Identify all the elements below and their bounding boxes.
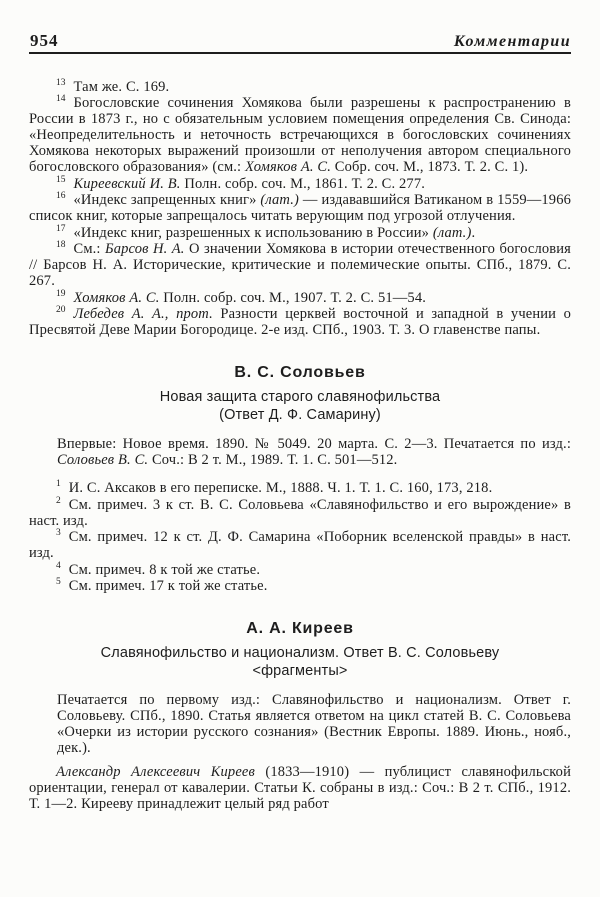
italic-text-run: (лат.) [432,224,472,241]
footnote-paragraph [29,529,571,561]
footnote-number: 17 [56,223,66,234]
footnote-paragraph [29,241,571,289]
section-heading-kireev [29,620,571,680]
italic-text-run: Киреевский И. В. [73,175,181,192]
text-run: «Индекс запрещенных книг» [73,192,261,208]
text-run: Полн. собр. соч. М., 1861. Т. 2. С. 277. [180,175,425,192]
section-author: А. А. Киреев [246,620,354,637]
footnote-paragraph [29,578,571,594]
footnote-number: 14 [56,94,66,105]
kireev-bio [29,764,571,812]
footnote-paragraph [29,176,571,192]
footnote-number: 5 [56,577,61,588]
footnote-number: 2 [56,495,61,506]
italic-text-run: Хомяков А. С. [73,289,160,306]
text-run: См. примеч. 3 к ст. В. С. Соловьева «Славянофильство и его вырождение» в наст. изд. [29,496,571,529]
italic-text-run: Соловьев В. С. [57,452,149,468]
footnote-number: 15 [56,174,66,185]
section-subtitle: (Ответ Д. Ф. Самарину) [219,407,381,423]
text-run: — издававшийся Ватиканом в 1559—1966 список книг, которые запрещалось читать верующим под угрозой отлучения. [29,192,571,224]
commentary-footnotes [29,79,571,339]
page-number: 954 [29,31,64,54]
italic-text-run: Александр Алексеевич Киреев [56,764,255,780]
text-run: См. примеч. 12 к ст. Д. Ф. Самарина «Поборник вселенской правды» в наст. изд. [29,529,571,561]
text-run: Собр. соч. М., 1873. Т. 2. С. 1). [331,159,529,175]
text-run: См. примеч. 17 к той же статье. [68,578,268,594]
solovyov-notes [29,480,571,594]
italic-text-run: Барсов Н. А. [105,241,185,257]
footnote-number: 16 [56,191,66,202]
italic-text-run: Лебедев А. А., прот. [73,306,213,322]
text-run: Впервые: Новое время. 1890. № 5049. 20 марта. С. 2—3. Печатается по изд.: [57,436,571,452]
footnote-paragraph [29,306,571,338]
footnote-paragraph [29,290,571,306]
text-run: О значении Хомякова в истории отечественного богословия // Барсов Н. А. Исторические, критические и полемические опыты. СПб., 1879. С. 267. [29,241,571,289]
section-title: Славянофильство и национализм. Ответ В. С. Соловьеву [100,645,500,661]
section-author: В. С. Соловьев [234,364,366,381]
running-title: Комментарии [453,33,571,50]
header-rule [29,52,571,54]
footnote-number: 13 [56,77,66,88]
page-header [29,31,571,54]
footnote-paragraph [29,497,571,529]
footnote-paragraph [29,562,571,578]
text-run: См.: [73,241,106,257]
footnote-number: 20 [56,305,66,316]
footnote-paragraph [29,95,571,175]
text-run: Печатается по первому изд.: Славянофильство и национализм. Ответ г. Соловьеву. СПб., 1890. Статья является ответом на цикл статей В. С. Соловьева «Очерки из истории русского сознания» (Вестник Европы. 1889. Июнь., нояб., дек.). [57,692,571,756]
source-note-kireev [57,692,571,756]
footnote-number: 1 [56,479,61,490]
text-run: Разности церквей восточной и западной в учении о Пресвятой Деве Марии Богородице. 2-е изд. СПб., 1903. Т. 3. О главенстве папы. [29,306,571,338]
footnote-paragraph [29,192,571,224]
source-note-solovyov [57,436,571,468]
footnote-number: 18 [56,240,66,251]
section-title: Новая защита старого славянофильства [159,389,441,405]
footnote-number: 3 [56,528,61,539]
text-run: (1833—1910) — публицист славянофильской ориентации, генерал от кавалерии. Статьи К. собраны в изд.: Соч.: В 2 т. СПб., 1912. Т. 1—2. Кирееву принадлежит целый ряд работ [29,764,571,812]
section-subtitle: <фрагменты> [252,663,348,679]
footnote-number: 19 [56,288,66,299]
text-run: Там же. С. 169. [73,78,170,95]
text-run: . [471,224,476,241]
text-run: См. примеч. 8 к той же статье. [68,561,261,578]
italic-text-run: (лат.) [260,192,299,208]
footnote-paragraph [29,480,571,496]
footnote-number: 4 [56,560,61,571]
text-run: Соч.: В 2 т. М., 1989. Т. 1. С. 501—512. [148,452,398,468]
italic-text-run: Хомяков А. С. [245,159,332,175]
footnote-paragraph [29,79,571,95]
text-run: Богословские сочинения Хомякова были разрешены к распространению в России в 1873 г., но с обязательным условием помещения определения Св. Синода: «Неопределительность и неточность встречающихся в богословских сочинениях Хомякова некоторых выражений произошли от неполучения автором специального богословского образования» (см.: [29,95,571,175]
text-run: «Индекс книг, разрешенных к использованию в России» [73,224,433,241]
section-heading-solovyov [29,364,571,424]
text-run: Полн. собр. соч. М., 1907. Т. 2. С. 51—54. [159,289,427,306]
page-content [29,78,571,812]
footnote-paragraph [29,225,571,241]
text-run: И. С. Аксаков в его переписке. М., 1888. Ч. 1. Т. 1. С. 160, 173, 218. [68,480,493,496]
